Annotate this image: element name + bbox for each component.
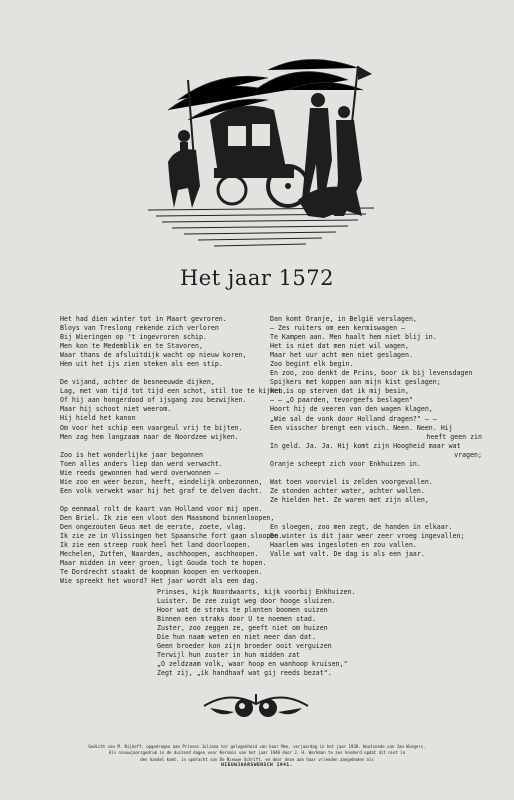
poem-line: Een visscher brengt een visch. Neen. Neen. Hij: [270, 423, 453, 432]
poem-line: Of hij aan hongerdood of ijsgang zou bezwijken.: [60, 396, 247, 405]
woodcut-illustration: [148, 40, 374, 250]
poem-line: Te Dordrecht staakt de koopman koopen en verkoopen.: [60, 568, 263, 577]
poem-line: Geen broeder kon zijn broeder ooit verguizen: [157, 642, 332, 651]
poem-line: Het had dien winter tot in Maart gevroren.: [60, 315, 227, 323]
stanza-break: [60, 442, 270, 451]
colophon: [40, 744, 474, 770]
poem-line: Hem uit het ijs zien steken als een stip.: [60, 360, 223, 369]
poem-line: Wie reeds gewonnen had werd overwonnen —: [60, 468, 219, 477]
poem-line: Een volk verwekt waar hij het graf te delven dacht.: [60, 486, 263, 495]
poem-line: Oranje scheept zich voor Enkhuizen in.: [270, 459, 421, 468]
poem-line: Toen alles anders liep dan werd verwacht.: [60, 459, 223, 468]
poem-line: Hoort hij de veeren van den wagen klagen,: [270, 405, 433, 414]
stanza-break: [270, 505, 482, 514]
poem-line: Wie zoo en weer bezon, heeft, eindelijk onbezonnen,: [60, 477, 263, 486]
poem-line: In geld. Ja. Ja. Hij komt zijn Hoogheid maar wat: [270, 441, 461, 450]
poem-line: De winter is dit jaar weer zeer vroeg ingevallen;: [270, 531, 465, 540]
poem-line: Om voor het schip een vaargeul vrij te bijten.: [60, 423, 243, 432]
poem-closing-stanza: [157, 588, 397, 678]
poem-line: Luister. De zee zuigt weg door hooge sluizen.: [157, 597, 336, 606]
poem-line: Het is niet dat men niet wil wagen,: [270, 342, 409, 351]
poem-line: Bloys van Treslong rekende zich verloren: [60, 324, 219, 333]
poem-line: Ik zie een streep rook heel het land doorloopen.: [60, 541, 251, 550]
colophon-line: Gedicht van M. Nijhoff, opgedragen aan Prinses Juliana ter gelegenheid van haar Mee. verjaardag in het jaar 1938. Houtsnede van Jan Wiegers.: [88, 744, 426, 749]
poem-line: Die hun naam weten en niet meer dan dat.: [157, 633, 316, 642]
stanza-break: [270, 514, 482, 523]
poem-line: Wat toen voorviel is zelden voorgevallen.: [270, 477, 433, 486]
poem-line: Haarlem was ingesloten en zou vallen.: [270, 541, 417, 550]
fruit-ornament-icon: [200, 684, 312, 724]
colophon-line: den handel komt, in opdracht van De Nieuwe Schrift, en door deze aan haar vrienden aangeboden als: [140, 756, 374, 762]
poem-line: Maar hij schoot niet weerom.: [60, 405, 172, 414]
poem-line: Wie spreekt het woord? Het jaar wordt als een dag.: [60, 577, 259, 586]
poem-line: heeft geen zin: [426, 432, 482, 441]
colophon-line: Als nieuwjaarsgedruk in de duizend dagen voor Kersmis van het jaar 1940 door J. H. Warkman te zes honderd opdat dit niet in: [108, 750, 406, 756]
poem-line: Bij Wieringen op 't ingevroren schip.: [60, 333, 207, 342]
poem-line: Waar thans de afsluitdijk wacht op nieuw koren,: [60, 351, 247, 360]
poem-line: Men zag hem langzaam naar de Noordzee wijken.: [60, 432, 239, 441]
poem-line: Zoo begint elk begin.: [270, 360, 354, 369]
poem-line: „Wie sal de vonk door Holland dragen?" — —: [270, 414, 437, 423]
poem-line: „O zeldzaam volk, waar hoop en wanhoop kruisen,": [157, 660, 348, 669]
poem-line: Ik zie ze in Vlissingen het Spaansche fort gaan sloopen.: [60, 531, 283, 540]
poem-line: Den Briel. Ik zie een vloot den Maasmond binnenloopen,: [60, 513, 275, 522]
poem-line: Lag, met van tijd tot tijd een schot, stil toe te kijken,: [60, 387, 287, 396]
poem-line: Mechelen, Zutfen, Naarden, aschhoopen, aschhoopen.: [60, 550, 259, 559]
stanza-break: [60, 496, 270, 505]
poem-line: vragen;: [454, 450, 482, 459]
poem-line: Spijkers met koppen aan mijn kist geslagen;: [270, 378, 441, 387]
poem-right-column: [270, 315, 482, 559]
poem-line: Ze stonden achter water, achter wallen.: [270, 486, 425, 495]
poem-line: Zuster, zoo zeggen ze, geeft niet om huizen: [157, 624, 328, 633]
poem-line: En sloegen, zoo men zegt, de handen in elkaar.: [270, 522, 453, 531]
poem-line: Den ongezouten Geus met de eerste, zoete, vlag.: [60, 522, 247, 531]
poem-line: Dan komt Oranje, in België verslagen,: [270, 315, 417, 323]
poem-line: — — „O paarden, tevorgeefs beslagen": [270, 396, 413, 405]
stanza-break: [60, 369, 270, 378]
poem-line: Maar het uur acht men niet geslagen.: [270, 351, 413, 360]
poem-title: Het jaar 1572: [179, 266, 335, 290]
poem-line: Ze hielden het. Ze waren met zijn allen,: [270, 495, 429, 504]
poem-left-column: [60, 315, 287, 586]
stanza-break: [270, 469, 482, 478]
poem-line: Op eenmaal rolt de kaart van Holland voor mij open.: [60, 504, 263, 513]
poem-line: Het is op sterven dat ik mij besin,: [270, 387, 409, 396]
poem-line: Zegt zij, „ik handhaaf wat gij reeds bezat".: [157, 669, 332, 678]
poem-line: Prinses, kijk Noordwaarts, kijk voorbij Enkhuizen.: [157, 588, 356, 596]
poem-line: Hij hield het kanon: [60, 414, 136, 423]
poem-line: Zoo is het wonderlijke jaar begonnen: [60, 450, 203, 459]
poem-line: Valle wat valt. De dag is als een jaar.: [270, 550, 425, 559]
poem-line: De vijand, achter de besneeuwde dijken,: [60, 378, 215, 387]
poem-line: Maar midden in veer groen, ligt Gouda toch te hopen.: [60, 559, 267, 568]
poem-line: Hoor wat de straks te planten boomen suizen: [157, 606, 328, 615]
colophon-closing: NIEUWJAARSWENSCH 1941.: [221, 763, 293, 769]
poem-line: Te Kampen aan. Men haalt hem niet blij in.: [270, 333, 437, 342]
poem-line: En zoo, zoo denkt de Prins, boor ik bij levensdagen: [270, 369, 473, 378]
poem-line: Terwijl hun zuster in hun midden zat: [157, 651, 300, 660]
poem-line: Men kon te Medemblik en te Stavoren,: [60, 342, 203, 351]
poem-line: Binnen een straks door U te noemen stad.: [157, 615, 316, 624]
poem-line: — Zes ruiters om een kermiswagen —: [270, 324, 405, 333]
